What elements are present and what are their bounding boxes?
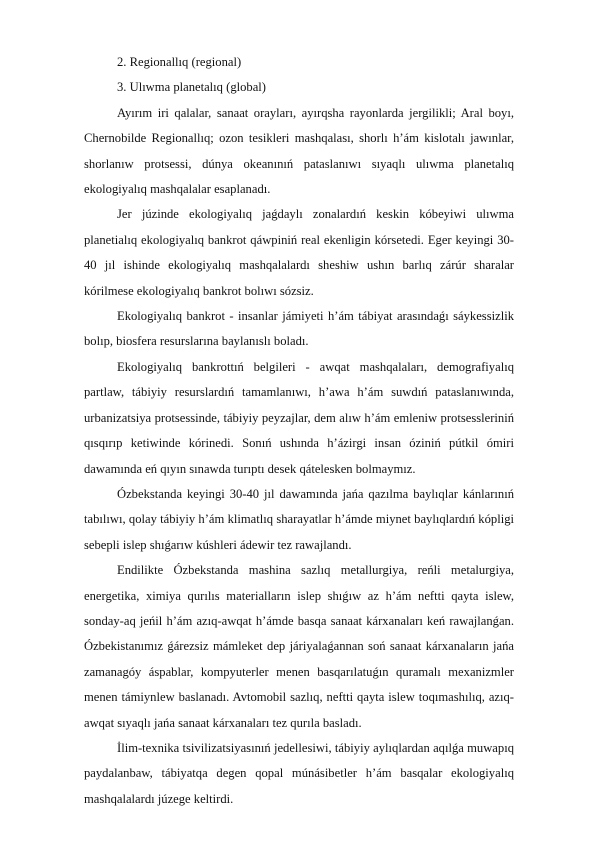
paragraph-science-technology: İlim-texnika tsivilizatsiyasınıń jedellesiwi, tábiyiy aylıqlardan aqılǵa muwapıq paydalanbaw, tábiyatqa degen qopal múnásibetler h’ám basqalar ekologiyalıq mashqalalardı júzege keltirdi. <box>84 740 514 806</box>
paragraph-ecological-bankruptcy-definition: Ekologiyalıq bankrot - insanlar jámiyeti h’ám tábiyat arasındaǵı sáykessizlik bolıp, biosfera resurslarına baylanıslı boladı. <box>84 309 514 349</box>
document-page <box>84 50 514 812</box>
paragraph-uzbekistan-development: Ózbekstanda keyingi 30-40 jıl dawamında jańa qazılma baylıqlar kánlarınıń tabılıwı, qolay tábiyiy h’ám klimatlıq sharayatlar h’ámde miynet baylıqlardıń kópligi sebepli islep shıǵarıw kúshleri ádewir tez rawajlandı. <box>84 486 514 552</box>
paragraph-bankruptcy-signs: Ekologiyalıq bankrottıń belgileri - awqat mashqalaları, demografiyalıq partlaw, tábiyiy resurslardıń tamamlanıwı, h’awa h’ám suwdıń pataslanıwında, urbanizatsiya protsessinde, tábiyiy peyzajlar, dem alıw h’ám emleniw protsessleriniń qısqırıp ketiwinde kórinedi. Sonıń ushında h’ázirgi insan óziniń pútkil ómiri dawamında eń qıyın sınawda turıptı desek qátelesken bolmaymız. <box>84 359 514 476</box>
list-item-regional: 2. Regionallıq (regional) <box>117 55 242 69</box>
paragraph-ecological-zones: Jer júzinde ekologiyalıq jaǵdaylı zonalardıń keskin kóbeyiwi ulıwma planetialıq ekologiyalıq bankrot qáwpiniń real ekenligin kórsetedi. Eger keyingi 30-40 jıl ishinde ekologiyalıq mashqalalardı sheshiw ushın barlıq zárúr sharalar kórilmese ekologiyalıq bankrot bolıwı sózsiz. <box>84 207 514 298</box>
paragraph-uzbekistan-industry: Endilikte Ózbekstanda mashina sazlıq metallurgiya, reńli metalurgiya, energetika, ximiya qurılıs materialların islep shıǵıw az h’ám neftti qayta islew, sonday-aq jeńil h’ám azıq-awqat h’ámde basqa sanaat kárxanaları keń rawajlanǵan. Ózbekistanımız ǵárezsiz mámleket dep járiyalaǵannan soń sanaat kárxanaların jańa zamanagóy áspablar, kompyuterler menen basqarılatuǵın quramalı mexanizmler menen támiynlew baslanadı. Avtomobil sazlıq, neftti qayta islew toqımashılıq, azıq-awqat sıyaqlı jańa sanaat kárxanaları tez qurıla basladı. <box>84 563 514 730</box>
paragraph-local-regional-global: Ayırım iri qalalar, sanaat orayları, ayırqsha rayonlarda jergilikli; Aral boyı, Chernobilde Regionallıq; ozon tesikleri mashqalası, shorlı h’ám kislotalı jawınlar, shorlanıw protsessi, dúnya okeanınıń pataslanıwı sıyaqlı ulıwma planetalıq ekologiyalıq mashqalalar esaplanadı. <box>84 105 514 197</box>
list-item-global: 3. Ulıwma planetalıq (global) <box>117 80 266 95</box>
